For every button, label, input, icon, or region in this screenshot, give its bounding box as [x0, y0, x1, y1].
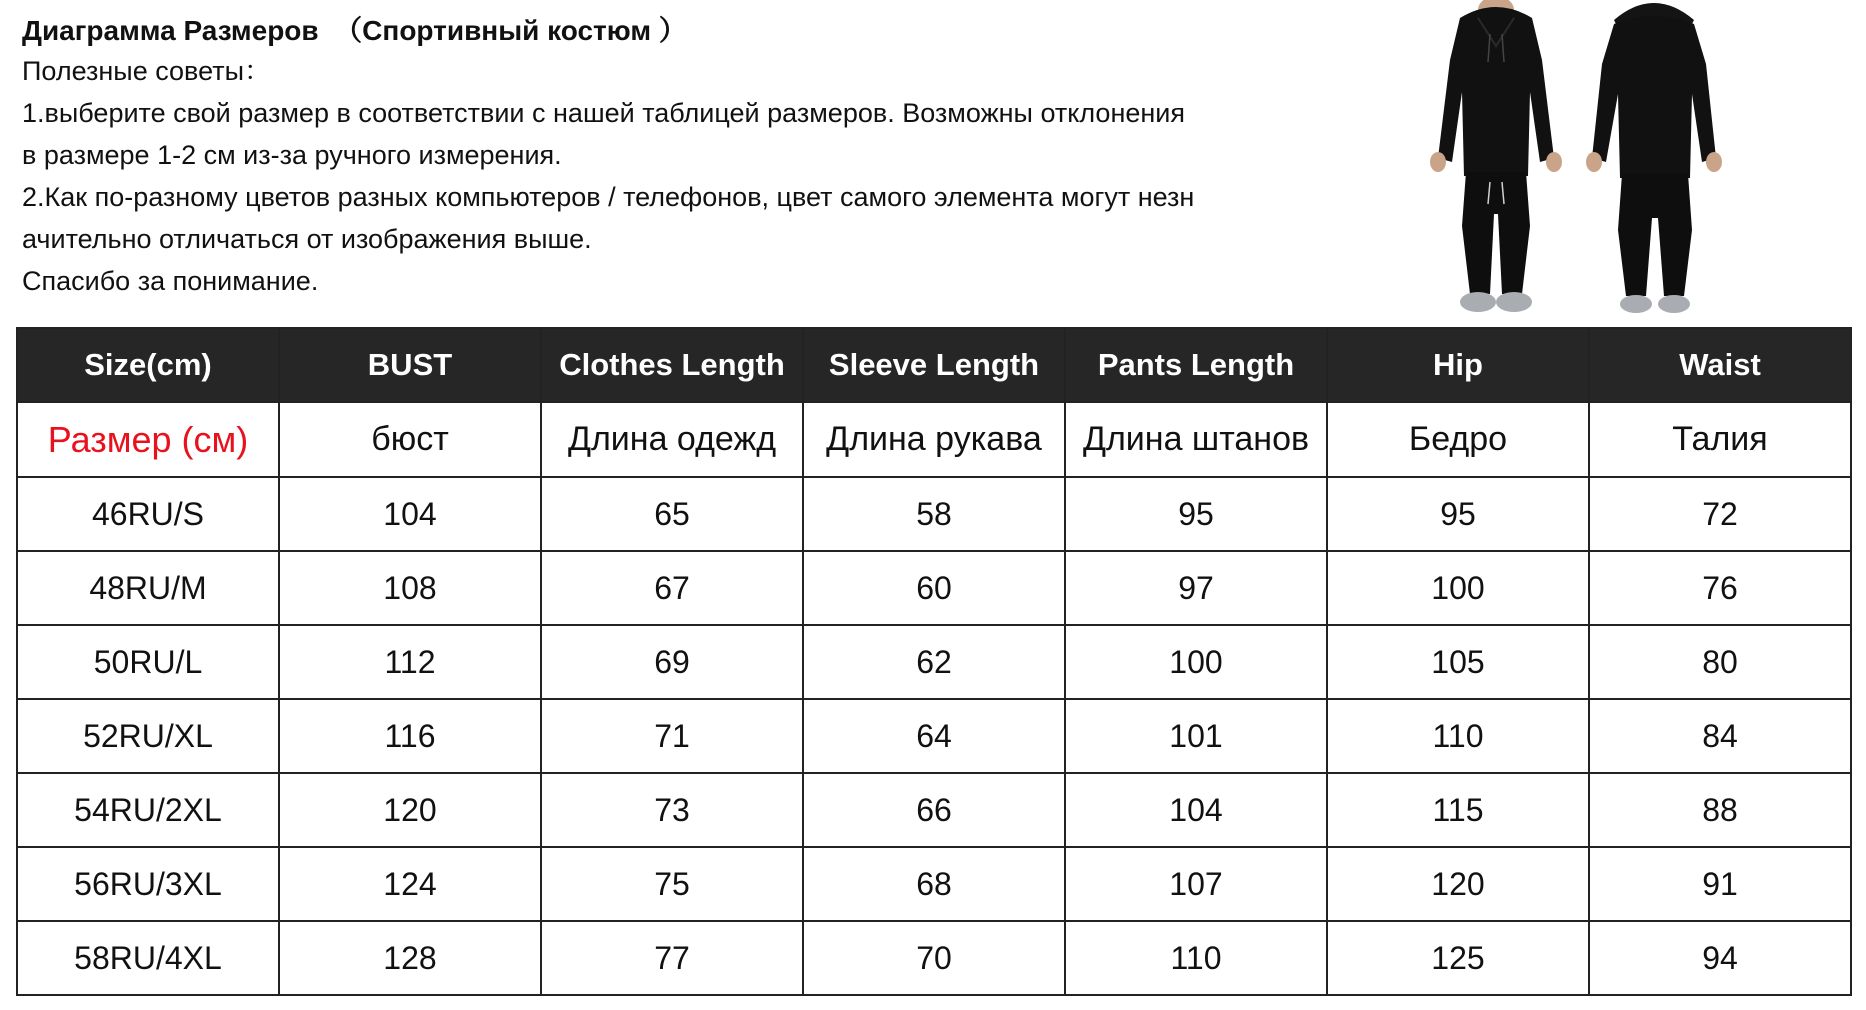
sleeve-length-cell: 70: [803, 921, 1065, 995]
column-header-size: Size(cm): [17, 328, 279, 402]
column-header-bust: BUST: [279, 328, 541, 402]
pants-length-cell: 100: [1065, 625, 1327, 699]
waist-cell: 84: [1589, 699, 1851, 773]
tracksuit-model-image: [1418, 0, 1736, 322]
table-row: [17, 477, 1851, 551]
front-view-figure: [1430, 0, 1562, 312]
notes-heading: Полезные советы：: [22, 56, 271, 86]
pants-length-cell: 95: [1065, 477, 1327, 551]
page-title: Диаграмма Размеров （Спортивный костюм ）: [22, 15, 687, 46]
bust-cell: 108: [279, 551, 541, 625]
tip-1-line-2: в размере 1-2 см из-за ручного измерения.: [22, 140, 562, 170]
column-header-waist-ru: Талия: [1589, 402, 1851, 477]
clothes-length-cell: 71: [541, 699, 803, 773]
waist-cell: 76: [1589, 551, 1851, 625]
hip-cell: 110: [1327, 699, 1589, 773]
pants-length-cell: 97: [1065, 551, 1327, 625]
pants-length-cell: 101: [1065, 699, 1327, 773]
table-row: [17, 699, 1851, 773]
size-chart-notes: [22, 12, 1362, 302]
size-cell: 52RU/XL: [17, 699, 279, 773]
sleeve-length-cell: 64: [803, 699, 1065, 773]
hip-cell: 95: [1327, 477, 1589, 551]
column-header-sleeve-length-ru: Длина рукава: [803, 402, 1065, 477]
sleeve-length-cell: 66: [803, 773, 1065, 847]
table-row: [17, 921, 1851, 995]
sleeve-length-cell: 68: [803, 847, 1065, 921]
size-cell: 58RU/4XL: [17, 921, 279, 995]
hip-cell: 105: [1327, 625, 1589, 699]
table-row: [17, 551, 1851, 625]
sleeve-length-cell: 62: [803, 625, 1065, 699]
back-view-figure: [1586, 3, 1722, 313]
bust-cell: 128: [279, 921, 541, 995]
column-header-hip: Hip: [1327, 328, 1589, 402]
tip-2-line-2: ачительно отличаться от изображения выше.: [22, 224, 592, 254]
clothes-length-cell: 69: [541, 625, 803, 699]
hip-cell: 100: [1327, 551, 1589, 625]
column-header-size-ru: Размер (см): [17, 402, 279, 477]
waist-cell: 88: [1589, 773, 1851, 847]
pants-length-cell: 104: [1065, 773, 1327, 847]
clothes-length-cell: 73: [541, 773, 803, 847]
column-header-sleeve-length: Sleeve Length: [803, 328, 1065, 402]
size-cell: 46RU/S: [17, 477, 279, 551]
column-header-clothes-length: Clothes Length: [541, 328, 803, 402]
clothes-length-cell: 77: [541, 921, 803, 995]
waist-cell: 91: [1589, 847, 1851, 921]
column-header-waist: Waist: [1589, 328, 1851, 402]
waist-cell: 72: [1589, 477, 1851, 551]
table-row: [17, 773, 1851, 847]
bust-cell: 112: [279, 625, 541, 699]
hip-cell: 125: [1327, 921, 1589, 995]
column-header-hip-ru: Бедро: [1327, 402, 1589, 477]
column-header-pants-length-ru: Длина штанов: [1065, 402, 1327, 477]
column-header-pants-length: Pants Length: [1065, 328, 1327, 402]
sleeve-length-cell: 60: [803, 551, 1065, 625]
size-cell: 54RU/2XL: [17, 773, 279, 847]
size-cell: 48RU/M: [17, 551, 279, 625]
bust-cell: 104: [279, 477, 541, 551]
table-row: [17, 625, 1851, 699]
column-header-clothes-length-ru: Длина одежд: [541, 402, 803, 477]
bust-cell: 124: [279, 847, 541, 921]
waist-cell: 80: [1589, 625, 1851, 699]
clothes-length-cell: 65: [541, 477, 803, 551]
pants-length-cell: 107: [1065, 847, 1327, 921]
table-header-row-en: [17, 328, 1851, 402]
tracksuit-model-illustration: [1418, 0, 1736, 322]
size-table: [16, 327, 1852, 996]
bust-cell: 116: [279, 699, 541, 773]
size-cell: 50RU/L: [17, 625, 279, 699]
clothes-length-cell: 75: [541, 847, 803, 921]
hip-cell: 120: [1327, 847, 1589, 921]
table-header-row-ru: [17, 402, 1851, 477]
tip-2-line-1: 2.Как по-разному цветов разных компьютеров / телефонов, цвет самого элемента могут незн: [22, 182, 1195, 212]
bust-cell: 120: [279, 773, 541, 847]
pants-length-cell: 110: [1065, 921, 1327, 995]
waist-cell: 94: [1589, 921, 1851, 995]
column-header-bust-ru: бюст: [279, 402, 541, 477]
size-cell: 56RU/3XL: [17, 847, 279, 921]
table-row: [17, 847, 1851, 921]
tip-1-line-1: 1.выберите свой размер в соответствии с нашей таблицей размеров. Возможны отклонения: [22, 98, 1185, 128]
thanks-line: Спасибо за понимание.: [22, 266, 319, 296]
sleeve-length-cell: 58: [803, 477, 1065, 551]
clothes-length-cell: 67: [541, 551, 803, 625]
hip-cell: 115: [1327, 773, 1589, 847]
